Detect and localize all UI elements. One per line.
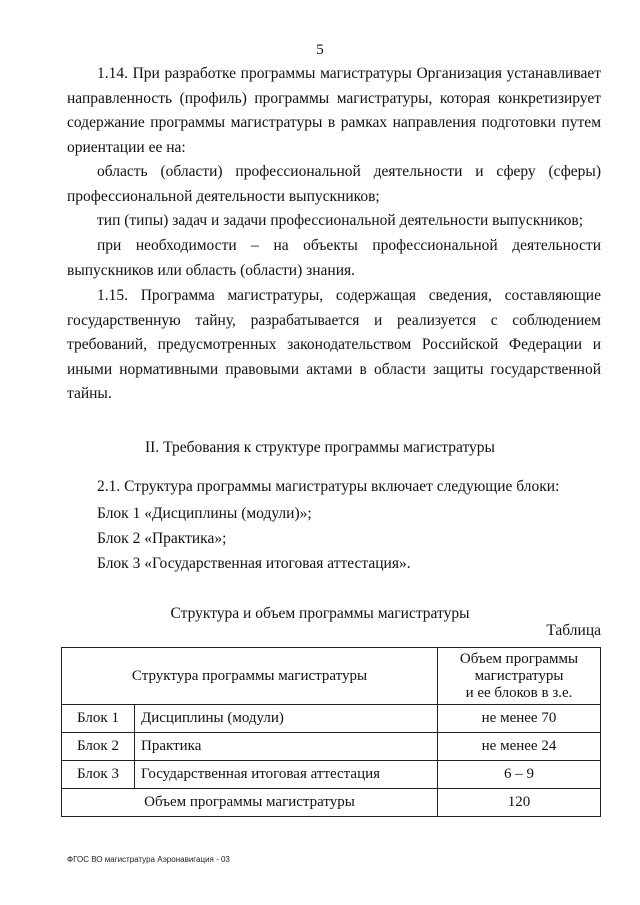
- block-list-item: Блок 2 «Практика»;: [97, 530, 227, 547]
- page-footer: ФГОС ВО магистратура Аэронавигация - 03: [67, 855, 230, 864]
- header-volume-line: и ее блоков в з.е.: [465, 684, 573, 701]
- header-structure: Структура программы магистратуры: [62, 648, 438, 705]
- table-row: [62, 761, 601, 789]
- block-name-cell: Государственная итоговая аттестация: [135, 761, 438, 789]
- page-number: 5: [316, 42, 324, 58]
- paragraph-1-15: 1.15. Программа магистратуры, содержащая сведения, составляющие государственную тайну, разрабатывается и реализуется с соблюдением требований, предусмотренных законодательством Российской Федерации и иными нормативными правовыми актами в области защиты государственной тайны.: [67, 287, 601, 402]
- section-heading: II. Требования к структуре программы магистратуры: [145, 439, 495, 456]
- block-list-item: Блок 3 «Государственная итоговая аттестация».: [97, 555, 411, 572]
- block-cell: Блок 2: [62, 733, 135, 761]
- total-value-cell: 120: [438, 789, 601, 817]
- block-value-cell: 6 – 9: [438, 761, 601, 789]
- paragraph-objects: при необходимости – на объекты профессиональной деятельности выпускников или область (области) знания.: [67, 237, 601, 279]
- table-label: Таблица: [546, 622, 601, 639]
- header-volume-line: магистратуры: [474, 667, 564, 684]
- structure-table: [61, 647, 601, 817]
- block-name-cell: Практика: [135, 733, 438, 761]
- block-name-cell: Дисциплины (модули): [135, 705, 438, 733]
- table-header-row: [62, 648, 601, 705]
- block-value-cell: не менее 70: [438, 705, 601, 733]
- paragraph-1-14: 1.14. При разработке программы магистратуры Организация устанавливает направленность (профиль) программы магистратуры, которая конкретизирует содержание программы магистратуры в рамках направления подготовки путем ориентации ее на:: [67, 65, 601, 156]
- table-title: Структура и объем программы магистратуры: [170, 605, 470, 622]
- block-value-cell: не менее 24: [438, 733, 601, 761]
- table-row: [62, 733, 601, 761]
- table-row: [62, 705, 601, 733]
- paragraph-area: область (области) профессиональной деятельности и сферу (сферы) профессиональной деятельности выпускников;: [67, 163, 601, 205]
- header-volume: [438, 648, 601, 705]
- structure-intro: 2.1. Структура программы магистратуры включает следующие блоки:: [97, 478, 560, 495]
- total-label-cell: Объем программы магистратуры: [62, 789, 438, 817]
- block-cell: Блок 3: [62, 761, 135, 789]
- block-cell: Блок 1: [62, 705, 135, 733]
- paragraph-tasks: тип (типы) задач и задачи профессиональной деятельности выпускников;: [97, 212, 584, 229]
- header-volume-line: Объем программы: [459, 650, 579, 667]
- block-list-item: Блок 1 «Дисциплины (модули)»;: [97, 505, 312, 522]
- table-total-row: [62, 789, 601, 817]
